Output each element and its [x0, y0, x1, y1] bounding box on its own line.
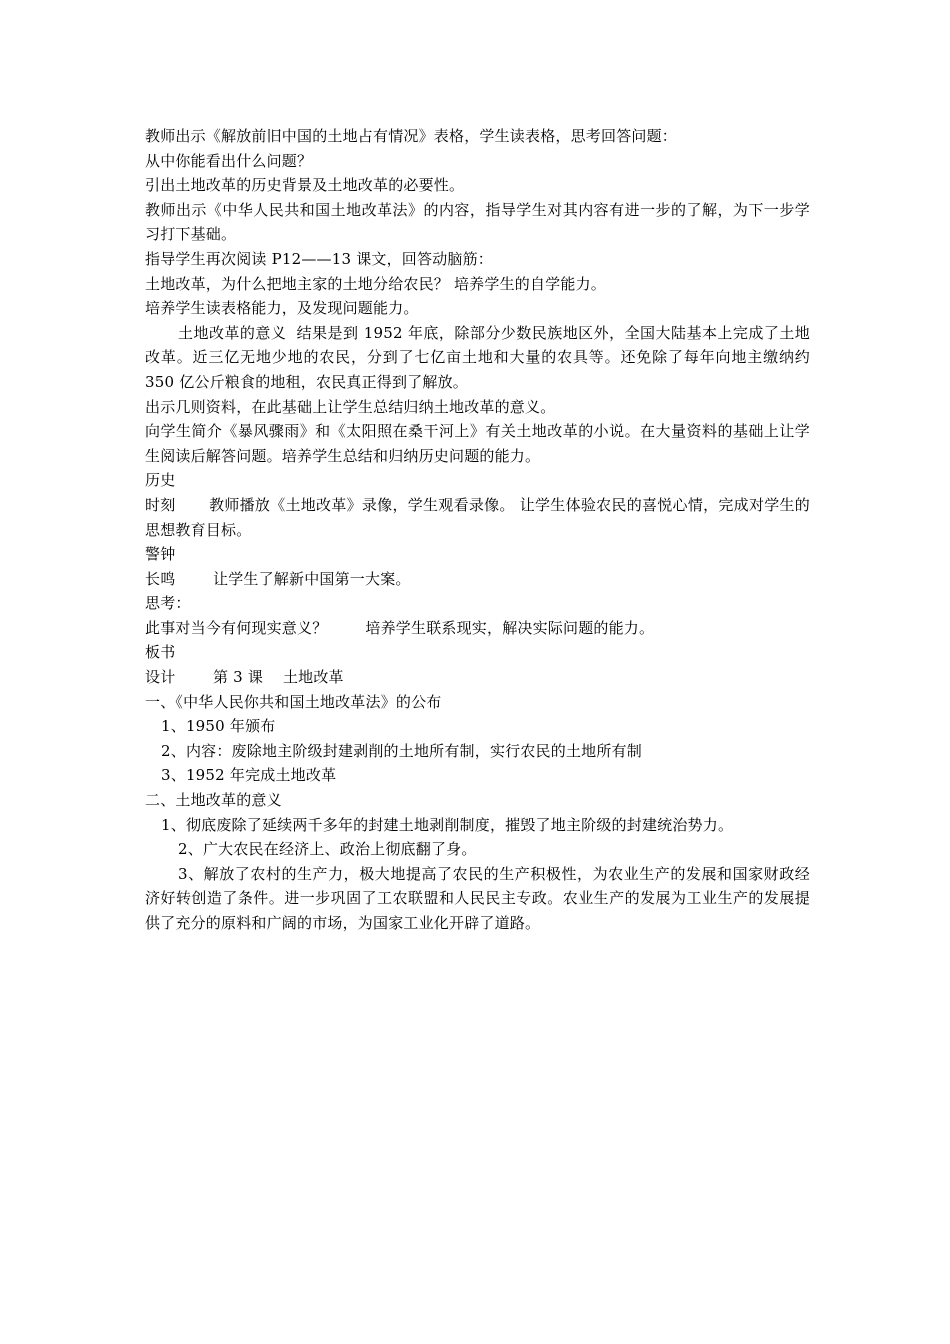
history-text: 教师播放《土地改革》录像，学生观看录像。 让学生体验农民的喜悦心情，完成对学生的思想教育目标。: [145, 495, 810, 539]
document-page: [145, 124, 810, 936]
think-goal: 培养学生联系现实，解决实际问题的能力。: [365, 618, 655, 637]
alarm-label-1: 警钟: [145, 545, 176, 564]
text-line: 出示几则资料，在此基础上让学生总结归纳土地改革的意义。: [145, 397, 556, 416]
board-label-2: 设计: [145, 668, 176, 687]
outline-section-2: 二、土地改革的意义: [145, 791, 282, 810]
board-label-1: 板书: [145, 643, 176, 662]
meaning-text: 结果是到 1952 年底，除部分少数民族地区外，全国大陆基本上完成了土地改革。近三亿无地少地的农民，分到了七亿亩土地和大量的农具等。还免除了每年向地主缴纳约 350 亿公斤粮食的地租，农民真正得到了解放。: [145, 323, 810, 391]
outline-section-1: 一、《中华人民你共和国土地改革法》的公布: [145, 692, 442, 711]
meaning-paragraph: [145, 321, 810, 395]
outline-item-paragraph: 3、解放了农村的生产力，极大地提高了农民的生产积极性，为农业生产的发展和国家财政经济好转创造了条件。进一步巩固了工农联盟和人民民主专政。农业生产的发展为工业生产的发展提供了充分的原料和广阔的市场，为国家工业化开辟了道路。: [145, 864, 810, 932]
lesson-title: 第 3 课 土地改革: [213, 668, 344, 687]
think-question: 此事对当今有何现实意义？: [145, 618, 328, 637]
think-line: [145, 616, 810, 641]
history-label-2: 时刻: [145, 495, 176, 514]
text-line: 培养学生读表格能力，及发现问题能力。: [145, 299, 419, 318]
text-line: 指导学生再次阅读 P12——13 课文，回答动脑筋：: [145, 249, 494, 268]
outline-item: 2、内容：废除地主阶级封建剥削的土地所有制，实行农民的土地所有制: [161, 741, 642, 760]
history-paragraph: [145, 493, 810, 542]
think-label: 思考：: [145, 594, 191, 613]
outline-item: 1、1950 年颁布: [161, 717, 276, 736]
alarm-label-2: 长鸣: [145, 569, 176, 588]
text-line: 引出土地改革的历史背景及土地改革的必要性。: [145, 176, 465, 195]
meaning-label: 土地改革的意义: [178, 323, 287, 342]
alarm-line: [145, 567, 810, 592]
outline-item: 1、彻底废除了延续两千多年的封建土地剥削制度，摧毁了地主阶级的封建统治势力。: [161, 815, 734, 834]
history-label-1: 历史: [145, 471, 176, 490]
outline-item: 3、1952 年完成土地改革: [161, 766, 337, 785]
text-line: 土地改革，为什么把地主家的土地分给农民？ 培养学生的自学能力。: [145, 274, 606, 293]
text-line: 从中你能看出什么问题？: [145, 151, 313, 170]
outline-item: 2、广大农民在经济上、政治上彻底翻了身。: [178, 840, 477, 859]
board-line: [145, 665, 810, 690]
alarm-text: 让学生了解新中国第一大案。: [213, 569, 411, 588]
text-paragraph: 教师出示《中华人民共和国土地改革法》的内容，指导学生对其内容有进一步的了解，为下一步学习打下基础。: [145, 200, 810, 244]
text-line: 教师出示《解放前旧中国的土地占有情况》表格，学生读表格，思考回答问题：: [145, 127, 678, 145]
text-paragraph: 向学生简介《暴风骤雨》和《太阳照在桑干河上》有关土地改革的小说。在大量资料的基础上让学生阅读后解答问题。培养学生总结和归纳历史问题的能力。: [145, 422, 810, 465]
